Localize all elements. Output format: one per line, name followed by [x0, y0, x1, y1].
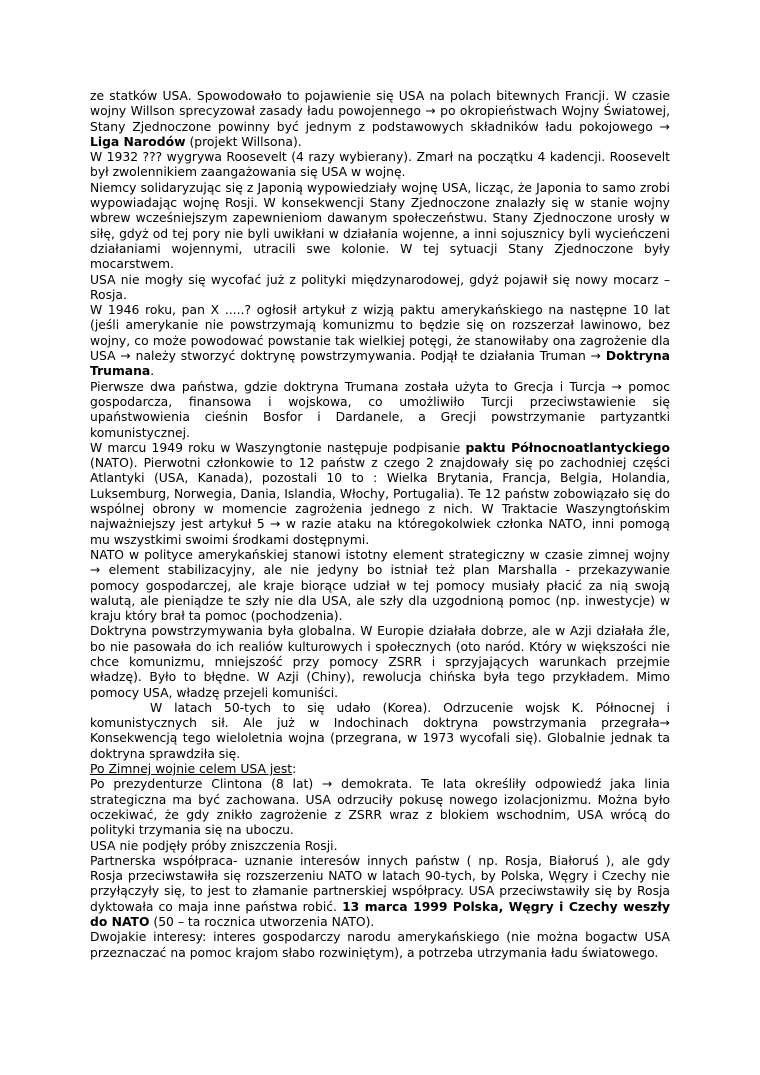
text-run: Po prezydenturze Clintona (8 lat) → demokrata. Te lata określiły odpowiedź jaka linia strategiczna ma być zachowana. USA odrzuciły pokusę nowego izolacjonizmu. Można było oczekiwać, że gdy znikło zagrożenie z ZSRR wraz z blokiem wschodnim, USA wrócą do polityki trzymania się na uboczu.: [90, 777, 670, 838]
bold-text: Doktryna Trumana: [90, 349, 670, 379]
text-run: Partnerska współpraca- uznanie interesów innych państw ( np. Rosja, Białoruś ), ale gdy Rosja przeciwstawiła się rozszerzeniu NATO w latach 90-tych, by Polska, Węgry i Czechy nie przyłączyły się, to jest to złamanie partnerskiej współpracy. USA przeciwstawiły się by Rosja dyktowała co maja inne państwa robić.: [90, 853, 670, 914]
paragraph: [90, 380, 670, 441]
paragraph: [90, 273, 670, 304]
text-run: W latach 50-tych to się udało (Korea). Odrzucenie wojsk K. Północnej i komunistycznych sił. Ale już w Indochinach doktryna powstrzymania przegrała→ Konsekwencją tego wieloletnia wojna (przegrana, w 1973 wycofali się). Globalnie jednak ta doktryna sprawdziła się.: [90, 700, 670, 761]
text-run: (50 – ta rocznica utworzenia NATO).: [149, 915, 375, 930]
text-run: .: [150, 364, 155, 379]
text-run: USA nie mogły się wycofać już z polityki międzynarodowej, gdyż pojawił się nowy mocarz – Rosja.: [90, 272, 670, 302]
paragraph: [90, 441, 670, 548]
text-run: (NATO). Pierwotni członkowie to 12 państw z czego 2 znajdowały się po zachodniej części Atlantyki (USA, Kanada), pozostali 10 to : Wielka Brytania, Francja, Belgia, Holandia, Luksemburg, Norwegia, Dania, Islandia, Włochy, Portugalia). Te 12 państw zobowiązało się do wspólnej obrony w momencie zagrożenia jednego z nich. W Traktacie Waszyngtońskim najważniejszy jest artykuł 5 → w razie ataku na któregokolwiek członka NATO, inni pomogą mu wszystkimi swoimi środkami dostępnymi.: [90, 456, 670, 547]
text-run: (projekt Willsona).: [185, 134, 302, 149]
paragraph: [90, 303, 670, 379]
text-run: Dwojakie interesy: interes gospodarczy narodu amerykańskiego (nie można bogactw USA przeznaczać na pomoc krajom słabo rozwiniętym), a potrzeba utrzymania ładu światowego.: [90, 930, 670, 960]
paragraph: [90, 548, 670, 624]
text-run: Niemcy solidaryzując się z Japonią wypowiedziały wojnę USA, licząc, że Japonia to samo zrobi wypowiadając wojnę Rosji. W konsekwencji Stany Zjednoczone znalazły się w stanie wojny wbrew wcześniejszym zapewnieniom dawanym społeczeństwu. Stany Zjednoczone urosły w siłę, gdyż od tej pory nie byli uwikłani w działania wojenne, a inni sojusznicy byli wycieńczeni działaniami wojennymi, utracili swe kolonie. W tej sytuacji Stany Zjednoczone były mocarstwem.: [90, 180, 670, 272]
text-run: Doktryna powstrzymywania była globalna. W Europie działała dobrze, ale w Azji działała źle, bo nie pasowała do ich realiów kulturowych i społecznych (oto naród. Który w większości nie chce komunizmu, mniejszość przy pomocy ZSRR i sprzyjających warunkach przejmie władzę). Było to błędne. W Azji (Chiny), rewolucja chińska była tego przykładem. Mimo pomocy USA, władzę przejeli komuniści.: [90, 624, 670, 700]
bold-text: 13 marca 1999 Polska, Węgry i Czechy weszły do NATO: [90, 899, 671, 930]
text-run: W 1932 ??? wygrywa Roosevelt (4 razy wybierany). Zmarł na początku 4 kadencji. Roosevelt był zwolennikiem zaangażowania się USA w wojnę.: [90, 150, 670, 180]
text-run: W 1946 roku, pan X .....? ogłosił artykuł z wizją paktu amerykańskiego na następne 10 lat (jeśli amerykanie nie powstrzymają komunizmu to będzie się on rozszerzał lawinowo, bez wojny, co może powodować powstanie tak wielkiej potęgi, że stanowiłaby ona zagrożenie dla USA → należy stworzyć doktrynę powstrzymywania. Podjął te działania Truman →: [90, 303, 670, 364]
paragraph: [90, 839, 670, 854]
paragraph: [90, 701, 670, 762]
paragraph: [90, 930, 670, 961]
paragraph: [90, 624, 670, 700]
bold-text: Liga Narodów: [90, 134, 186, 149]
text-run: ze statków USA. Spowodowało to pojawienie się USA na polach bitewnych Francji. W czasie wojny Willson sprecyzował zasady ładu powojennego → po okropieństwach Wojny Światowej, Stany Zjednoczone powinny być jednym z podstawowych składników ładu pokojowego →: [90, 89, 670, 134]
bold-text: paktu Północnoatlantyckiego: [465, 440, 670, 455]
text-run: NATO w polityce amerykańskiej stanowi istotny element strategiczny w czasie zimnej wojny → element stabilizacyjny, ale nie jedyny bo istniał też plan Marshalla - przekazywanie pomocy gospodarczej, ale kraje biorące udział w tej pomocy musiały płacić za nią swoją walutą, ale pieniądze te szły nie dla USA, ale szły dla uzgodnioną pomoc (np. inwestycje) w kraju który brał ta pomoc (pochodzenia).: [90, 547, 670, 624]
text-run: Po Zimnej wojnie celem USA jest: [90, 762, 293, 777]
paragraph: [90, 181, 670, 273]
document-page: [90, 89, 670, 961]
text-run: USA nie podjęły próby zniszczenia Rosji.: [90, 838, 338, 853]
paragraph: [90, 89, 670, 150]
paragraph: [90, 854, 670, 930]
paragraph: [90, 762, 670, 777]
text-run: :: [292, 762, 297, 777]
paragraph: [90, 777, 670, 838]
text-run: W marcu 1949 roku w Waszyngtonie następuje podpisanie: [90, 440, 466, 455]
paragraph: [90, 150, 670, 181]
text-run: Pierwsze dwa państwa, gdzie doktryna Trumana została użyta to Grecja i Turcja → pomoc gospodarcza, finansowa i wojskowa, co umożliwiło Turcji przeciwstawienie się upaństwowienia cieśnin Bosfor i Dardanele, a Grecji powstrzymanie partyzantki komunistycznej.: [90, 379, 670, 440]
